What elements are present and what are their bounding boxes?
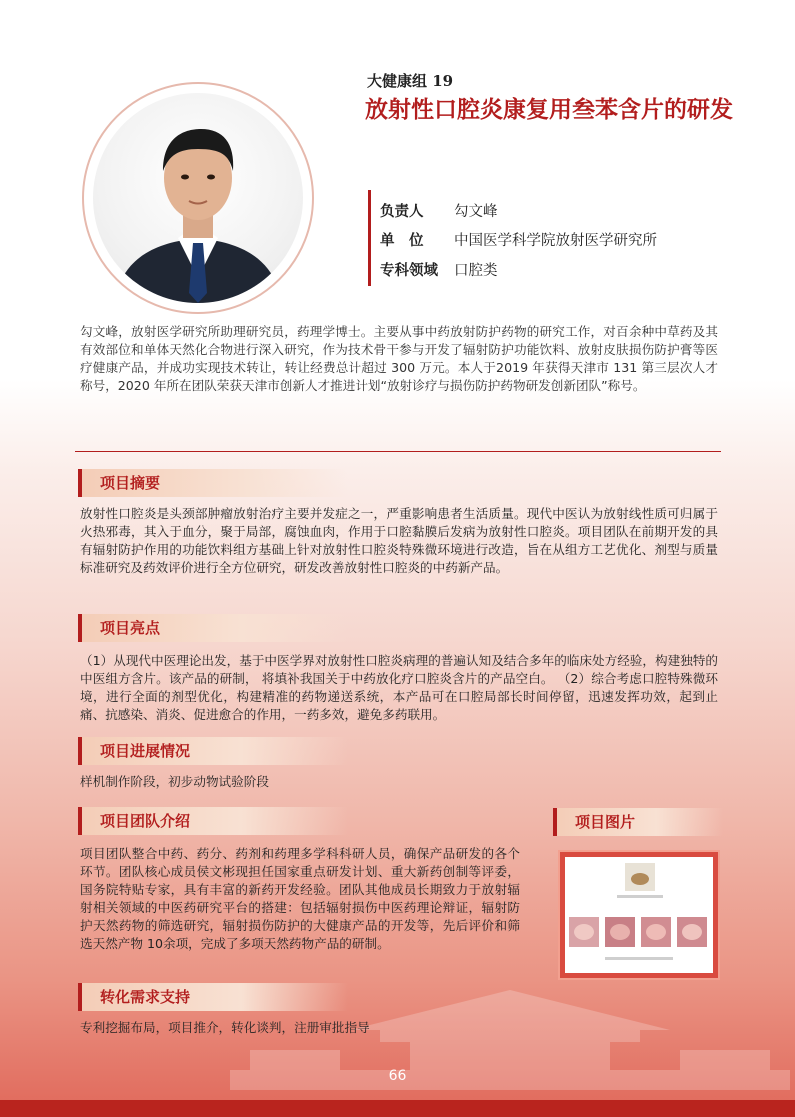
responsible-value: 勾文峰 — [454, 204, 498, 220]
info-row-unit — [380, 229, 657, 250]
info-row-responsible — [380, 200, 498, 221]
section-highlights-title: 项目亮点 — [78, 614, 348, 642]
field-label: 专科领域 — [380, 262, 438, 279]
section-team-title: 项目团队介绍 — [78, 807, 348, 835]
bio-text: 勾文峰，放射医学研究所助理研究员，药理学博士。主要从事中药放射防护药物的研究工作，对百余种中草药及其有效部位和单体天然化合物进行深入研究，作为技术骨干参与开发了辐射防护功能饮料、放射皮肤损伤防护膏等医疗健康产品，并成功实现技术转让，转让经费总计超过 300 万元。本人于2019 年获得天津市 131 第三层次人才称号，2020 年所在团队荣获天津市创新人才推进计划“放射诊疗与损伤防护药物研发创新团队”称号。 — [80, 324, 718, 393]
footer-band — [0, 1100, 795, 1117]
unit-label: 单 位 — [380, 232, 424, 249]
section-progress-text: 样机制作阶段，初步动物试验阶段 — [80, 774, 269, 789]
section-progress-title: 项目进展情况 — [78, 737, 348, 765]
divider — [75, 451, 721, 452]
section-abstract-title: 项目摘要 — [78, 469, 348, 497]
info-accent-bar — [368, 190, 371, 286]
project-photo-content — [565, 857, 713, 973]
field-value: 口腔类 — [454, 263, 498, 279]
project-title: 放射性口腔炎康复用叁苯含片的研发 — [365, 96, 733, 123]
group-tag: 大健康组 19 — [367, 72, 454, 90]
section-highlights-text: （1）从现代中医理论出发，基于中医学界对放射性口腔炎病理的普遍认知及结合多年的临床处方经验，构建独特的中医组方含片。该产品的研制， 将填补我国关于中药放化疗口腔炎含片的产品空白。 （2）综合考虑口腔特殊微环境，进行全面的剂型优化，构建精准的药物递送系统，本产品可在口腔局部长时间停留，迅速发挥功效，起到止痛、抗感染、消炎、促进愈合的作用，一药多效，避免多药联用。 — [80, 653, 718, 722]
section-support-title: 转化需求支持 — [78, 983, 348, 1011]
unit-value: 中国医学科学院放射医学研究所 — [454, 233, 657, 249]
section-image-title: 项目图片 — [553, 808, 723, 836]
portrait-illustration — [93, 93, 303, 303]
project-photo — [558, 850, 720, 980]
page-number: 66 — [388, 1068, 407, 1084]
project-photo-illustration — [565, 857, 713, 973]
section-support-text: 专利挖掘布局，项目推介，转化谈判，注册审批指导 — [80, 1020, 370, 1035]
section-abstract-text: 放射性口腔炎是头颈部肿瘤放射治疗主要并发症之一，严重影响患者生活质量。现代中医认为放射线性质可归属于火热邪毒，其入于血分，聚于局部，腐蚀血肉，作用于口腔黏膜后发病为放射性口腔炎。项目团队在前期开发的具有辐射防护作用的功能饮料组方基础上针对放射性口腔炎特殊微环境进行改造，旨在从组方工艺优化、剂型与质量标准研究及药效评价进行全方位研究，研发改善放射性口腔炎的中药新产品。 — [80, 506, 718, 575]
responsible-label: 负责人 — [380, 203, 424, 220]
section-team-text: 项目团队整合中药、药分、药剂和药理多学科科研人员，确保产品研发的各个环节。团队核心成员侯文彬现担任国家重点研发计划、重大新药创制等评委， 国务院特贴专家，具有丰富的新药开发经验。团队其他成员长期致力于放射辐射相关领域的中医药研究平台的搭建：包括辐射损伤中医药理论辩证，辐射防护天然药物的筛选研究，辐射损伤防护的大健康产品的开发等，先后评价和筛选天然产物 10余项，完成了多项天然药物产品的研制。 — [80, 846, 520, 951]
info-row-field — [380, 259, 498, 280]
portrait-photo — [93, 93, 303, 303]
